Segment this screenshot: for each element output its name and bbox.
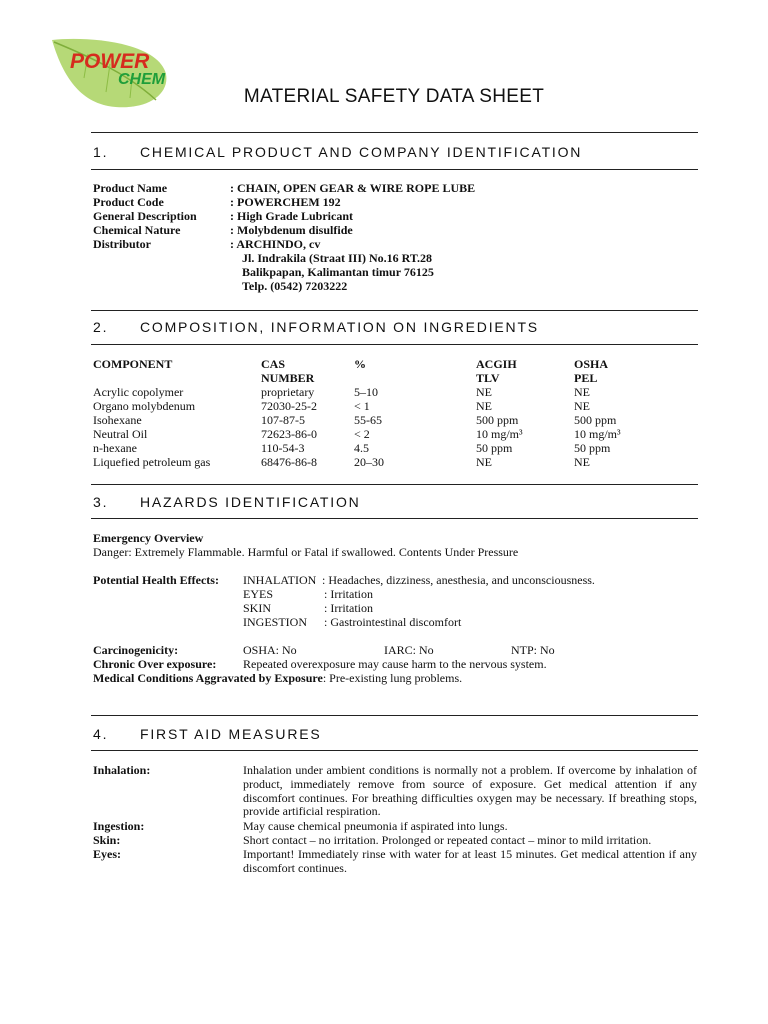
- cell-pel: NE: [574, 455, 590, 469]
- section-4-heading: 4. FIRST AID MEASURES: [93, 726, 322, 742]
- cell-cas: 110-54-3: [261, 441, 305, 455]
- chemical-nature-value: : Molybdenum disulfide: [230, 223, 353, 237]
- general-description-label: General Description: [93, 209, 197, 223]
- cell-percent: 20–30: [354, 455, 384, 469]
- medical-conditions-text: : Pre-existing lung problems.: [322, 671, 463, 685]
- cell-cas: 72030-25-2: [261, 399, 317, 413]
- cell-cas: proprietary: [261, 385, 315, 399]
- address-line: Jl. Indrakila (Straat III) No.16 RT.28: [242, 251, 433, 265]
- col-header-component: COMPONENT: [93, 357, 173, 371]
- product-name-label: Product Name: [93, 181, 168, 195]
- cell-tlv: NE: [476, 385, 492, 399]
- cell-percent: < 1: [354, 399, 370, 413]
- logo-chem: CHEM: [118, 71, 166, 88]
- cell-percent: 4.5: [354, 441, 369, 455]
- cell-percent: < 2: [354, 427, 370, 441]
- first-aid-text-skin: Short contact – no irritation. Prolonged or repeated contact – minor to mild irritation.: [243, 833, 652, 847]
- cell-percent: 5–10: [354, 385, 378, 399]
- medical-conditions-label: Medical Conditions Aggravated by Exposure: [93, 671, 323, 685]
- section-rule: [91, 344, 698, 345]
- first-aid-text-inhalation: Inhalation under ambient conditions is normally not a problem. If overcome by inhalation of product, immediately remove from source of exposure. Get medical attention if any discomfort continues. For breathing difficulties oxygen may be necessary. If breathing stops, provide artificial respiration.: [243, 763, 697, 819]
- carcinogenicity-ntp: NTP: No: [511, 643, 555, 657]
- section-1-heading: 1. CHEMICAL PRODUCT AND COMPANY IDENTIFICATION: [93, 144, 583, 160]
- col-header-osha-2: PEL: [574, 371, 598, 385]
- chemical-nature-label: Chemical Nature: [93, 223, 181, 237]
- cell-pel: NE: [574, 399, 590, 413]
- product-code-label: Product Code: [93, 195, 164, 209]
- carcinogenicity-osha: OSHA: No: [243, 643, 297, 657]
- chronic-exposure-label: Chronic Over exposure:: [93, 657, 217, 671]
- address-phone: Telp. (0542) 7203222: [242, 279, 348, 293]
- col-header-cas-2: NUMBER: [261, 371, 315, 385]
- cell-pel: 50 ppm: [574, 441, 611, 455]
- document-title: MATERIAL SAFETY DATA SHEET: [243, 86, 545, 107]
- section-rule: [91, 310, 698, 311]
- health-route: EYES: [243, 587, 273, 601]
- health-effect: : Irritation: [324, 587, 373, 601]
- health-route: SKIN: [243, 601, 272, 615]
- carcinogenicity-iarc: IARC: No: [384, 643, 434, 657]
- section-2-heading: 2. COMPOSITION, INFORMATION ON INGREDIENTS: [93, 319, 539, 335]
- cell-tlv: 50 ppm: [476, 441, 513, 455]
- health-effect: : Headaches, dizziness, anesthesia, and unconsciousness.: [322, 573, 595, 587]
- health-route: INGESTION: [243, 615, 307, 629]
- section-3-heading: 3. HAZARDS IDENTIFICATION: [93, 494, 361, 510]
- cell-cas: 72623-86-0: [261, 427, 317, 441]
- section-rule: [91, 715, 698, 716]
- health-route: INHALATION: [243, 573, 317, 587]
- cell-component: Neutral Oil: [93, 427, 148, 441]
- section-rule: [91, 484, 698, 485]
- section-rule: [91, 169, 698, 170]
- first-aid-label-inhalation: Inhalation:: [93, 763, 151, 777]
- cell-tlv: NE: [476, 455, 492, 469]
- section-rule: [91, 750, 698, 751]
- section-rule: [91, 518, 698, 519]
- cell-pel: 10 mg/m³: [574, 427, 621, 441]
- cell-cas: 107-87-5: [261, 413, 305, 427]
- cell-tlv: 10 mg/m³: [476, 427, 523, 441]
- col-header-osha: OSHA: [574, 357, 609, 371]
- cell-pel: NE: [574, 385, 590, 399]
- cell-component: n-hexane: [93, 441, 137, 455]
- first-aid-text-ingestion: May cause chemical pneumonia if aspirated into lungs.: [243, 819, 508, 833]
- first-aid-label-eyes: Eyes:: [93, 847, 121, 861]
- general-description-value: : High Grade Lubricant: [230, 209, 354, 223]
- cell-percent: 55-65: [354, 413, 382, 427]
- col-header-acgih: ACGIH: [476, 357, 517, 371]
- cell-pel: 500 ppm: [574, 413, 617, 427]
- cell-component: Organo molybdenum: [93, 399, 196, 413]
- col-header-acgih-2: TLV: [476, 371, 500, 385]
- distributor-value: : ARCHINDO, cv: [230, 237, 321, 251]
- emergency-overview-label: Emergency Overview: [93, 531, 204, 545]
- first-aid-text-eyes: Important! Immediately rinse with water for at least 15 minutes. Get medical attention if any discomfort continues.: [243, 847, 697, 875]
- first-aid-label-skin: Skin:: [93, 833, 121, 847]
- product-code-value: : POWERCHEM 192: [230, 195, 341, 209]
- carcinogenicity-label: Carcinogenicity:: [93, 643, 179, 657]
- logo-power: POWER: [70, 50, 150, 73]
- col-header-cas: CAS: [261, 357, 286, 371]
- cell-component: Liquefied petroleum gas: [93, 455, 211, 469]
- cell-tlv: 500 ppm: [476, 413, 519, 427]
- first-aid-label-ingestion: Ingestion:: [93, 819, 145, 833]
- health-effect: : Irritation: [324, 601, 373, 615]
- cell-tlv: NE: [476, 399, 492, 413]
- chronic-exposure-text: Repeated overexposure may cause harm to the nervous system.: [243, 657, 547, 671]
- distributor-label: Distributor: [93, 237, 151, 251]
- col-header-percent: %: [354, 357, 366, 371]
- health-effects-label: Potential Health Effects:: [93, 573, 219, 587]
- medical-conditions-line: [93, 672, 462, 686]
- section-rule: [91, 132, 698, 133]
- address-line: Balikpapan, Kalimantan timur 76125: [242, 265, 434, 279]
- cell-component: Acrylic copolymer: [93, 385, 184, 399]
- health-effect: : Gastrointestinal discomfort: [324, 615, 462, 629]
- product-name-value: : CHAIN, OPEN GEAR & WIRE ROPE LUBE: [230, 181, 476, 195]
- cell-cas: 68476-86-8: [261, 455, 317, 469]
- emergency-overview-text: Danger: Extremely Flammable. Harmful or Fatal if swallowed. Contents Under Pressure: [93, 545, 519, 559]
- cell-component: Isohexane: [93, 413, 142, 427]
